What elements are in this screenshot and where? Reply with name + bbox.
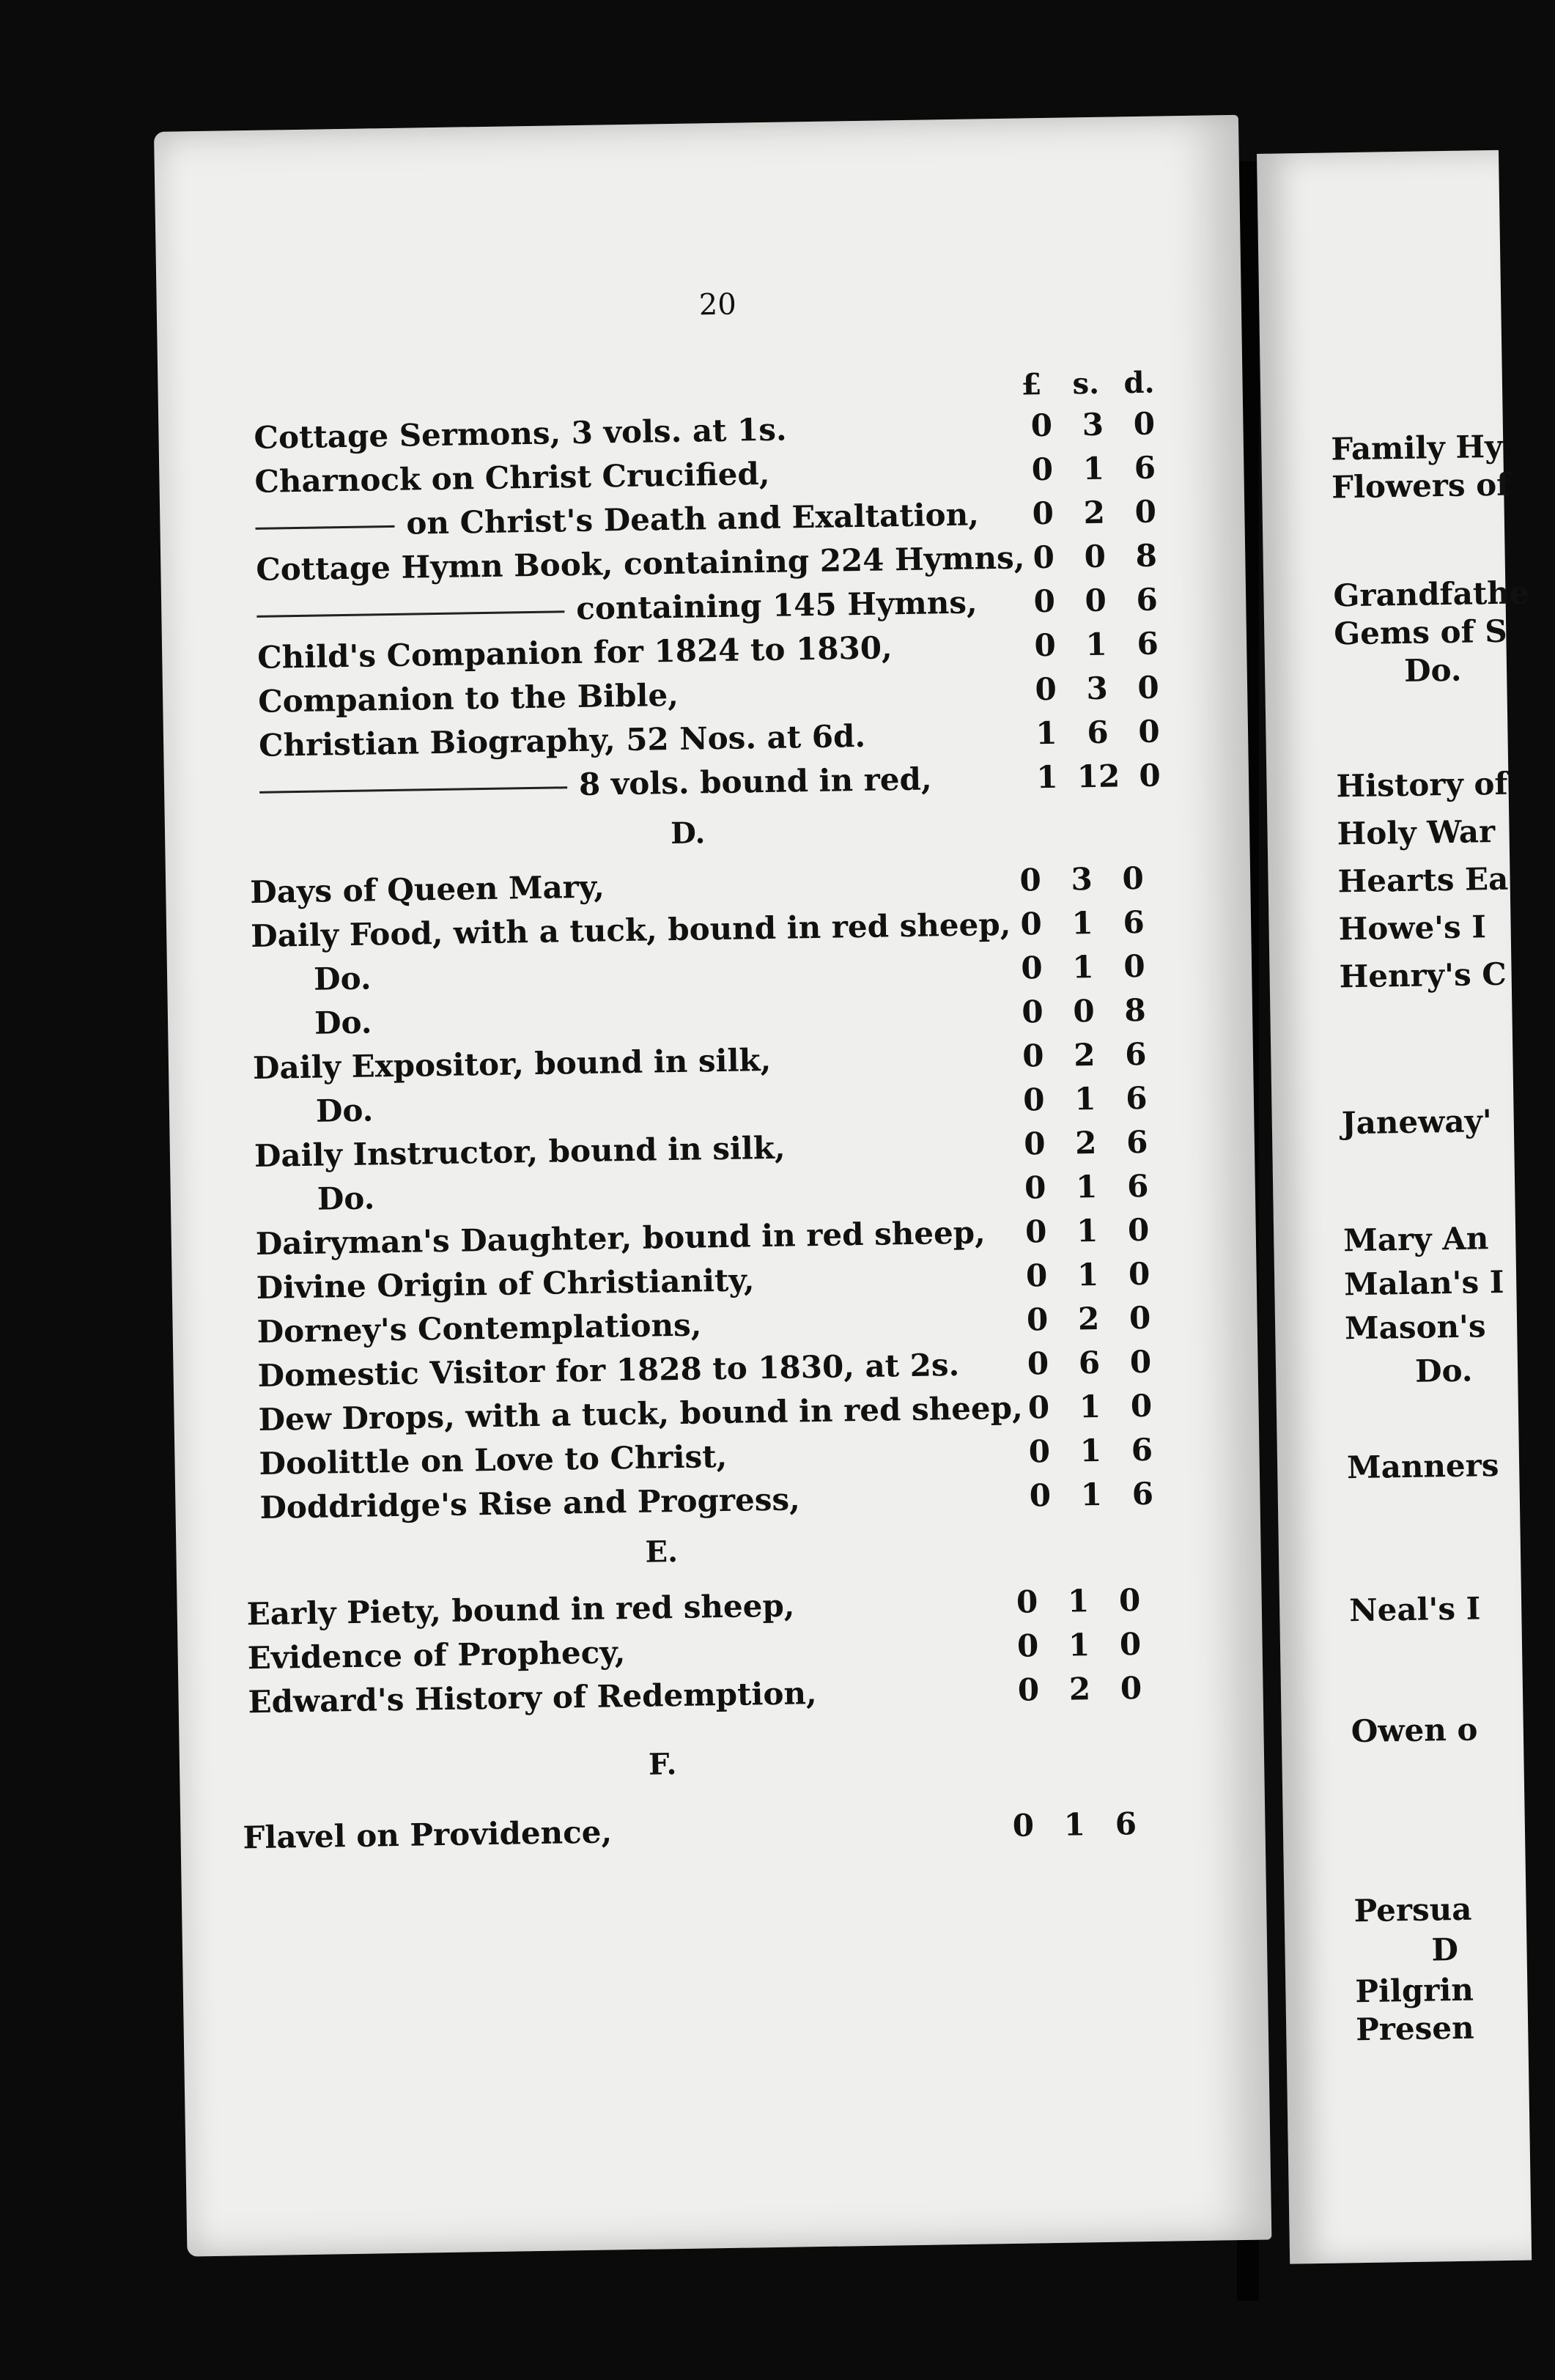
- amount-pence: 0: [1129, 1343, 1152, 1381]
- amount-pence: 0: [1129, 1299, 1151, 1337]
- amount-shillings: 1: [1076, 1256, 1099, 1293]
- right-fragment: Flowers of: [1331, 466, 1510, 506]
- entry-title: Domestic Visitor for 1828 to 1830, at 2s.: [257, 1346, 960, 1394]
- amount-pounds: 1: [1035, 714, 1058, 752]
- pence-header: d.: [1123, 365, 1155, 401]
- amount-shillings: 2: [1083, 494, 1106, 531]
- right-fragment: Do.: [1403, 651, 1462, 689]
- amount-shillings: 0: [1072, 992, 1095, 1030]
- list-item: [180, 1803, 1266, 1864]
- amount-pounds: 0: [1033, 583, 1056, 620]
- amount-shillings: 3: [1082, 406, 1104, 443]
- amount-shillings: 1: [1071, 905, 1094, 942]
- amount-shillings: 3: [1071, 861, 1093, 898]
- entry-title: Cottage Sermons, 3 vols. at 1s.: [254, 411, 787, 456]
- amount-shillings: 6: [1078, 1344, 1101, 1381]
- entry-title: Edward's History of Redemption,: [248, 1675, 817, 1721]
- entry-title: containing 145 Hymns,: [575, 584, 978, 627]
- amount-pence: 6: [1115, 1806, 1137, 1842]
- right-fragment: Mary An: [1342, 1220, 1489, 1259]
- amount-pounds: 0: [1016, 1583, 1038, 1620]
- left-page: [154, 115, 1271, 2257]
- amount-pounds: 0: [1031, 451, 1054, 488]
- amount-pence: 0: [1134, 493, 1157, 531]
- entry-title: Early Piety, bound in red sheep,: [246, 1587, 795, 1633]
- amount-shillings: 12: [1076, 758, 1120, 795]
- entry-title: Flavel on Providence,: [243, 1814, 613, 1856]
- entry-title: Do.: [317, 1180, 375, 1217]
- amount-pence: 0: [1118, 1582, 1141, 1619]
- amount-pence: 6: [1134, 449, 1156, 487]
- amount-shillings: 1: [1079, 1388, 1101, 1425]
- entry-title: on Christ's Death and Exaltation,: [406, 496, 980, 542]
- amount-shillings: 1: [1082, 450, 1105, 487]
- right-page: [1257, 150, 1532, 2264]
- amount-pounds: 0: [1023, 1126, 1046, 1162]
- amount-shillings: 2: [1068, 1671, 1091, 1707]
- amount-pounds: 0: [1032, 495, 1054, 532]
- amount-pence: 6: [1124, 1035, 1147, 1073]
- amount-shillings: 2: [1073, 1036, 1096, 1073]
- entry-title: Dairyman's Daughter, bound in red sheep,: [255, 1214, 986, 1263]
- right-fragment: Manners: [1346, 1447, 1499, 1486]
- amount-pounds: 0: [1022, 994, 1044, 1030]
- section-heading-d: D.: [670, 816, 706, 851]
- amount-pence: 0: [1128, 1255, 1150, 1293]
- entry-title: Do.: [315, 1092, 374, 1129]
- amount-pounds: 0: [1034, 627, 1057, 664]
- pound-header: £: [1021, 367, 1042, 402]
- amount-pence: 8: [1135, 537, 1158, 574]
- amount-shillings: 1: [1080, 1476, 1103, 1513]
- right-fragment: Howe's I: [1338, 909, 1487, 947]
- right-fragment: Mason's: [1344, 1308, 1486, 1347]
- right-fragment: Persua: [1353, 1891, 1472, 1929]
- amount-shillings: 1: [1075, 1168, 1098, 1205]
- amount-shillings: 3: [1086, 670, 1109, 707]
- entry-title: Evidence of Prophecy,: [247, 1634, 626, 1677]
- amount-pence: 0: [1123, 947, 1146, 985]
- amount-pence: 6: [1123, 903, 1145, 941]
- entry-title: Child's Companion for 1824 to 1830,: [256, 629, 893, 676]
- amount-pence: 0: [1138, 713, 1161, 750]
- amount-pounds: 0: [1024, 1213, 1047, 1250]
- amount-pence: 0: [1122, 860, 1145, 897]
- shilling-header: s.: [1072, 366, 1100, 402]
- right-fragment: Malan's I: [1343, 1263, 1504, 1303]
- right-fragment: Grandfathe: [1333, 574, 1529, 614]
- entry-title: Daily Instructor, bound in silk,: [254, 1129, 786, 1175]
- amount-pounds: 0: [1026, 1301, 1049, 1338]
- right-fragment: Family Hy: [1330, 428, 1503, 468]
- amount-pence: 6: [1136, 581, 1159, 618]
- entry-title: Companion to the Bible,: [257, 676, 679, 720]
- entry-title: Do.: [314, 1004, 372, 1041]
- amount-pounds: 1: [1035, 758, 1058, 796]
- right-fragment: Do.: [1414, 1352, 1473, 1389]
- amount-pounds: 0: [1027, 1389, 1050, 1426]
- right-fragment: Owen o: [1351, 1711, 1478, 1750]
- amount-pence: 0: [1137, 669, 1160, 706]
- amount-pounds: 0: [1017, 1671, 1040, 1708]
- amount-pounds: 0: [1035, 670, 1057, 708]
- amount-pence: 0: [1133, 405, 1156, 443]
- amount-pence: 6: [1131, 1431, 1153, 1468]
- amount-pence: 0: [1119, 1626, 1142, 1663]
- amount-shillings: 0: [1084, 538, 1107, 575]
- right-fragment: Janeway': [1341, 1103, 1493, 1142]
- amount-pounds: 0: [1029, 1477, 1052, 1514]
- amount-pounds: 0: [1028, 1433, 1051, 1470]
- entry-title: Days of Queen Mary,: [249, 868, 605, 911]
- amount-pence: 0: [1130, 1387, 1153, 1424]
- amount-pounds: 0: [1022, 1082, 1045, 1118]
- amount-pounds: 0: [1022, 1038, 1044, 1074]
- amount-pounds: 0: [1020, 906, 1043, 942]
- amount-pence: 6: [1126, 1167, 1149, 1205]
- right-fragment: Gems of S: [1333, 613, 1507, 652]
- entry-title: Daily Food, with a tuck, bound in red sheep,: [250, 906, 1011, 955]
- page-number: 20: [698, 287, 737, 322]
- ditto-rule: [256, 610, 564, 618]
- amount-shillings: 1: [1085, 626, 1108, 663]
- amount-shillings: 1: [1072, 948, 1095, 986]
- entry-title: Divine Origin of Christianity,: [256, 1262, 755, 1306]
- entry-title: 8 vols. bound in red,: [578, 761, 932, 802]
- amount-shillings: 2: [1077, 1300, 1100, 1337]
- entry-title: Do.: [313, 960, 372, 997]
- amount-pounds: 0: [1021, 950, 1044, 986]
- amount-pounds: 0: [1016, 1627, 1039, 1664]
- amount-pounds: 0: [1030, 407, 1053, 444]
- amount-shillings: 1: [1079, 1432, 1102, 1469]
- entry-title: Doddridge's Rise and Progress,: [259, 1481, 801, 1526]
- section-heading-f: F.: [648, 1747, 677, 1782]
- section-heading-e: E.: [645, 1534, 679, 1570]
- right-fragment: Presen: [1355, 2009, 1474, 2048]
- ditto-rule: [255, 525, 394, 529]
- amount-pence: 6: [1125, 1079, 1148, 1117]
- right-fragment: Henry's C: [1339, 956, 1507, 995]
- entry-title: Charnock on Christ Crucified,: [254, 455, 770, 500]
- amount-pence: 6: [1137, 625, 1159, 662]
- amount-pounds: 0: [1024, 1169, 1046, 1206]
- amount-shillings: 1: [1063, 1806, 1086, 1843]
- entry-title: Christian Biography, 52 Nos. at 6d.: [258, 717, 866, 764]
- entry-title: Daily Expositor, bound in silk,: [252, 1041, 772, 1087]
- amount-shillings: 2: [1074, 1124, 1097, 1161]
- amount-pence: 6: [1131, 1475, 1154, 1512]
- right-fragment: History of: [1336, 765, 1508, 805]
- amount-pence: 0: [1120, 1670, 1142, 1707]
- amount-pence: 6: [1126, 1123, 1148, 1161]
- amount-pounds: 0: [1012, 1807, 1035, 1844]
- entry-title: Dorney's Contemplations,: [256, 1307, 702, 1350]
- amount-pence: 8: [1123, 991, 1146, 1029]
- right-fragment: Hearts Ea: [1337, 860, 1509, 900]
- amount-shillings: 6: [1087, 714, 1109, 751]
- amount-pounds: 0: [1027, 1345, 1049, 1382]
- amount-pounds: 0: [1025, 1257, 1048, 1294]
- amount-shillings: 1: [1068, 1627, 1090, 1663]
- amount-shillings: 1: [1067, 1583, 1090, 1619]
- right-fragment: D: [1431, 1931, 1459, 1968]
- entry-title: Cottage Hymn Book, containing 224 Hymns,: [256, 539, 1025, 588]
- amount-shillings: 1: [1074, 1080, 1096, 1117]
- entry-title: Dew Drops, with a tuck, bound in red sheep,: [258, 1389, 1023, 1438]
- right-fragment: Pilgrin: [1355, 1971, 1474, 2010]
- entry-title: Doolittle on Love to Christ,: [259, 1438, 728, 1482]
- right-fragment: Neal's I: [1348, 1590, 1481, 1629]
- right-fragment: Holy War: [1337, 813, 1496, 852]
- amount-shillings: 0: [1085, 582, 1107, 619]
- amount-shillings: 1: [1076, 1212, 1098, 1249]
- amount-pounds: 0: [1033, 539, 1055, 576]
- ditto-rule: [259, 786, 567, 794]
- amount-pounds: 0: [1019, 862, 1042, 898]
- amount-pence: 0: [1127, 1211, 1150, 1249]
- amount-pence: 0: [1138, 757, 1161, 794]
